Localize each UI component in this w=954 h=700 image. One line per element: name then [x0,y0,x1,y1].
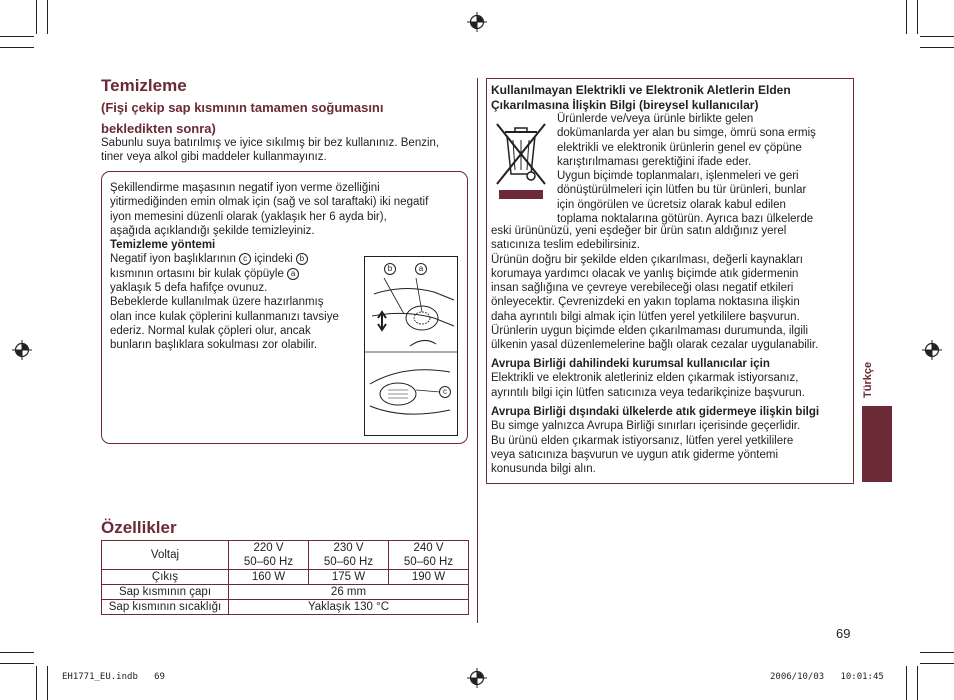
table-cell: 175 W [309,570,389,585]
table-cell: Çıkış [102,570,229,585]
crop-mark [36,666,37,700]
text-line: satıcınıza teslim edebilirsiniz. [491,239,640,252]
table-row [102,600,469,615]
text-line: karıştırılmaması gerektiğini ifade eder. [557,155,752,168]
crop-mark [47,0,48,34]
text-line: dönüştürülmeleri için lütfen bu tür ürünleri, bunlar [557,184,807,197]
text-line: için öngörülen ve ücretsiz olarak kabul edilen [557,198,786,211]
text-line: Bu ürünü elden çıkarmak istiyorsanız, lütfen yerel yetkililere [491,434,794,447]
table-cell [389,541,469,570]
illustration-label-c: c [439,386,451,398]
cell-line: 240 V [413,542,444,554]
table-cell: 190 W [389,570,469,585]
text-line: Ürünlerin uygun biçimde elden çıkarılmaması durumunda, ilgili [491,325,809,338]
specs-table [101,540,469,615]
language-side-label: Türkçe [862,361,874,399]
page-number: 69 [836,626,851,641]
crop-mark [0,663,34,664]
label-a-marker: a [287,268,299,280]
text-line: elektrikli ve elektronik ürünlerin genel ev çöpüne [557,141,802,154]
text-line: aşağıda açıklandığı şekilde temizleyiniz. [110,224,315,237]
text-line: Elektrikli ve elektronik aletleriniz elden çıkarmak istiyorsanız, [491,372,799,385]
text-line: toplama noktalarına götürün. Ayrıca bazı ülkelerde [557,213,814,226]
cleaning-title: Temizleme [101,76,187,95]
footer-file-info: EH1771_EU.indb 69 [62,672,165,682]
cell-line: 230 V [333,542,364,554]
crop-mark [920,36,954,37]
text-line: olan ince kulak çöplerini kullanmanızı tavsiye [110,310,339,323]
crop-mark [920,663,954,664]
crop-mark [36,0,37,34]
crop-mark [0,47,34,48]
text-line: Sabunlu suya batırılmış ve iyice sıkılmış bir bez kullanınız. Benzin, [101,137,440,149]
footer-timestamp: 2006/10/03 10:01:45 [770,672,884,682]
text-line: dokümanlarda yer alan bu simge, ömrü sona ermiş [557,127,816,140]
registration-mark-icon [467,668,487,688]
table-cell [309,541,389,570]
text-part: Negatif iyon başlıklarının [110,253,236,266]
disposal-full-text [491,224,853,353]
illustration-label-a: a [415,263,427,275]
text-line: Şekillendirme maşasının negatif iyon verme özelliğini [110,182,380,194]
crossed-bin-icon [491,116,551,208]
table-cell: Yaklaşık 130 °C [229,600,469,615]
cell-line: 50–60 Hz [323,556,374,568]
subtitle-line: (Fişi çekip sap kısmının tamamen soğumasını [101,100,384,115]
text-line: Bebeklerde kullanılmak üzere hazırlanmış [110,296,324,309]
text-line: eski ürününüzü, yeni eşdeğer bir ürün satın aldığınız yerel [491,225,787,237]
table-cell [229,541,309,570]
crop-mark [920,47,954,48]
text-part: kısmının ortasını bir kulak çöpüyle [110,267,284,280]
crop-mark [920,652,954,653]
crop-mark [917,666,918,700]
method-title: Temizleme yöntemi [110,239,216,252]
text-line: konusunda bilgi alın. [491,463,596,476]
text-line: Ürünlerde ve/veya ürünle birlikte gelen [557,113,754,125]
text-line: veya satıcınıza başvurun ve uygun atık giderme yöntemi [491,448,779,461]
table-row [102,570,469,585]
table-cell: 26 mm [229,585,469,600]
text-line: tiner veya alkol gibi maddeler kullanmayınız. [101,151,327,164]
title-line: Kullanılmayan Elektrikli ve Elektronik Aletlerin Elden [491,83,791,97]
cleaning-intro [101,136,471,165]
crop-mark [906,0,907,34]
cleaning-subtitle [101,97,383,139]
crop-mark [917,0,918,34]
specs-title: Özellikler [101,518,177,537]
cell-line: 50–60 Hz [403,556,454,568]
crop-mark [47,666,48,700]
registration-mark-icon [467,12,487,32]
label-b-marker: b [296,253,308,265]
title-line: Çıkarılmasına İlişkin Bilgi (bireysel kullanıcılar) [491,97,759,112]
non-eu-section [491,405,853,476]
ion-nozzle-illustration [364,256,458,436]
text-line: Ürünün doğru bir şekilde elden çıkarılması, değerli kaynakları [491,253,803,266]
text-line: ayrıntılı bilgi için lütfen satıcınıza veya tedarikçinize başvurun. [491,386,805,399]
eu-title: Avrupa Birliği dahilindeki kurumsal kullanıcılar için [491,358,770,370]
text-line: ederiz. Normal kulak çöpleri olur, ancak [110,324,311,337]
registration-mark-icon [12,340,32,360]
cell-line: 50–60 Hz [243,556,294,568]
disposal-title [491,83,851,112]
crop-mark [0,652,34,653]
cell-line: 220 V [253,542,284,554]
registration-mark-icon [922,340,942,360]
crop-mark [0,36,34,37]
table-cell: Sap kısmının sıcaklığı [102,600,229,615]
crop-mark [906,666,907,700]
text-line: Uygun biçimde toplanmaları, işlenmeleri ve geri [557,170,799,183]
text-line: iyon memesini düzenli olarak (yaklaşık her 6 ayda bir), [110,210,387,223]
disposal-indented-text [557,112,852,226]
text-line: Bu simge yalnızca Avrupa Birliği sınırları içerisinde geçerlidir. [491,420,801,433]
illustration-label-b: b [384,263,396,275]
eu-section [491,357,853,400]
label-c-marker: c [239,253,251,265]
table-cell: Sap kısmının çapı [102,585,229,600]
text-part: içindeki [254,253,293,266]
column-divider [477,78,478,623]
language-tab [862,406,892,482]
text-line: ülkenin yasal düzenlemelerine bağlı olarak cezalar uygulanabilir. [491,339,819,352]
subtitle-line: bekledikten sonra) [101,121,216,136]
text-line: önleyecektir. Çevrenizdeki en yakın toplama noktasına ilişkin [491,296,800,309]
table-cell: Voltaj [102,541,229,570]
text-line: korumaya yardımcı olacak ve yanlış biçimde atık gidermenin [491,267,799,280]
table-cell: 160 W [229,570,309,585]
non-eu-title: Avrupa Birliği dışındaki ülkelerde atık gidermeye ilişkin bilgi [491,406,820,418]
text-line: insan sağlığına ve çevreye verebileceği olası negatif etkileri [491,282,794,295]
table-row [102,541,469,570]
text-line: daha ayrıntılı bilgi almak için lütfen yerel yetkililere başvurun. [491,310,800,323]
text-line: yitirmediğinden emin olmak için (sağ ve sol taraftaki) iki negatif [110,196,429,209]
text-line: bunların başlıklara sokulması zor olabilir. [110,339,318,352]
table-row [102,585,469,600]
text-line: yaklaşık 5 defa hafifçe ovunuz. [110,282,268,295]
